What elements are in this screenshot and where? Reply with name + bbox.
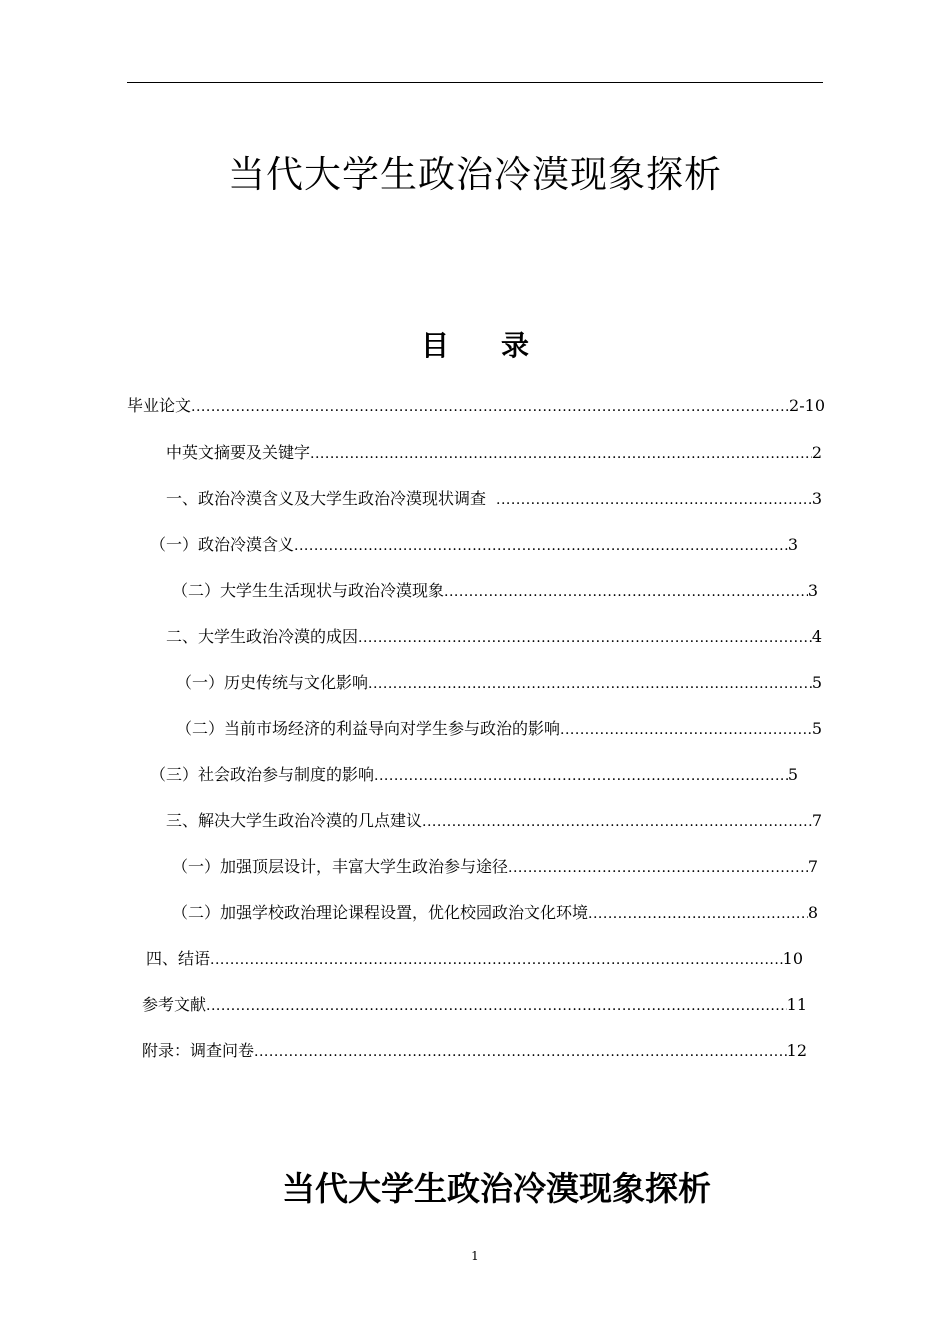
toc-leader xyxy=(191,395,789,418)
toc-leader xyxy=(508,856,808,879)
toc-entry-page: 12 xyxy=(786,1041,807,1060)
toc-entry-label: 二、大学生政治冷漠的成因 xyxy=(166,627,359,646)
toc-entry-page: 7 xyxy=(807,857,818,876)
toc-entry-section-1-2[interactable] xyxy=(172,579,818,603)
toc-leader xyxy=(588,902,808,925)
toc-entry-page: 7 xyxy=(811,811,822,830)
toc-leader xyxy=(368,672,812,695)
toc-entry-page: 10 xyxy=(782,949,803,968)
toc-leader xyxy=(374,764,788,787)
toc-entry-label: 三、解决大学生政治冷漠的几点建议 xyxy=(166,811,423,830)
toc-leader xyxy=(310,442,812,465)
toc-leader xyxy=(560,718,812,741)
toc-leader xyxy=(496,488,812,511)
document-title: 当代大学生政治冷漠现象探析 xyxy=(228,152,722,196)
toc-leader xyxy=(206,994,787,1017)
toc-leader xyxy=(254,1040,787,1063)
toc-entry-section-3-1[interactable] xyxy=(172,855,818,879)
toc-entry-label: 中英文摘要及关键字 xyxy=(166,443,311,462)
toc-entry-label: （一）政治冷漠含义 xyxy=(150,535,295,554)
toc-entry-page: 2 xyxy=(811,443,822,462)
toc-entry-page: 2-10 xyxy=(789,396,825,415)
toc-entry-page: 3 xyxy=(811,489,822,508)
toc-entry-page: 8 xyxy=(807,903,818,922)
toc-entry-page: 4 xyxy=(811,627,822,646)
toc-leader xyxy=(444,580,808,603)
body-title: 当代大学生政治冷漠现象探析 xyxy=(282,1169,711,1209)
toc-heading-right: 录 xyxy=(501,329,530,362)
toc-entry-label: 一、政治冷漠含义及大学生政治冷漠现状调查 xyxy=(166,489,487,508)
toc-leader xyxy=(210,948,783,971)
toc-entry-label: （一）历史传统与文化影响 xyxy=(176,673,369,692)
toc-entry-section-3-2[interactable] xyxy=(172,901,818,925)
header-rule xyxy=(127,82,823,83)
toc-leader xyxy=(358,626,812,649)
toc-entry-conclusion[interactable] xyxy=(146,947,803,971)
toc-entry-page: 3 xyxy=(807,581,818,600)
toc-leader xyxy=(422,810,812,833)
toc-leader xyxy=(294,534,788,557)
toc-entry-abstract[interactable] xyxy=(166,441,822,465)
toc-entry-label: 参考文献 xyxy=(142,995,207,1014)
toc-entry-label: （三）社会政治参与制度的影响 xyxy=(150,765,375,784)
toc-heading-left: 目 xyxy=(420,329,449,362)
toc-entry-section-3[interactable] xyxy=(166,809,822,833)
toc-entry-section-2-2[interactable] xyxy=(176,717,822,741)
toc-entry-page: 3 xyxy=(787,535,798,554)
toc-entry-page: 11 xyxy=(786,995,807,1014)
toc-entry-references[interactable] xyxy=(142,993,807,1017)
page-number: 1 xyxy=(471,1249,479,1263)
toc-entry-label: （二）大学生生活现状与政治冷漠现象 xyxy=(172,581,445,600)
toc-entry-page: 5 xyxy=(811,673,822,692)
toc-entry-label: （一）加强顶层设计，丰富大学生政治参与途径 xyxy=(172,857,509,876)
toc-entry-thesis[interactable] xyxy=(127,394,825,418)
toc-entry-section-2-1[interactable] xyxy=(176,671,822,695)
toc-entry-section-1-1[interactable] xyxy=(150,533,798,557)
toc-entry-appendix[interactable] xyxy=(142,1039,807,1063)
toc-entry-section-1[interactable] xyxy=(166,487,822,511)
toc-entry-label: （二）加强学校政治理论课程设置，优化校园政治文化环境 xyxy=(172,903,589,922)
toc-entry-label: 四、结语 xyxy=(146,949,211,968)
toc-entry-page: 5 xyxy=(787,765,798,784)
toc-heading xyxy=(0,326,950,366)
toc-entry-label: 附录：调查问卷 xyxy=(142,1041,255,1060)
toc-entry-page: 5 xyxy=(811,719,822,738)
toc-entry-section-2[interactable] xyxy=(166,625,822,649)
toc-entry-section-2-3[interactable] xyxy=(150,763,798,787)
toc-entry-label: （二）当前市场经济的利益导向对学生参与政治的影响 xyxy=(176,719,561,738)
toc-entry-label: 毕业论文 xyxy=(127,396,192,415)
